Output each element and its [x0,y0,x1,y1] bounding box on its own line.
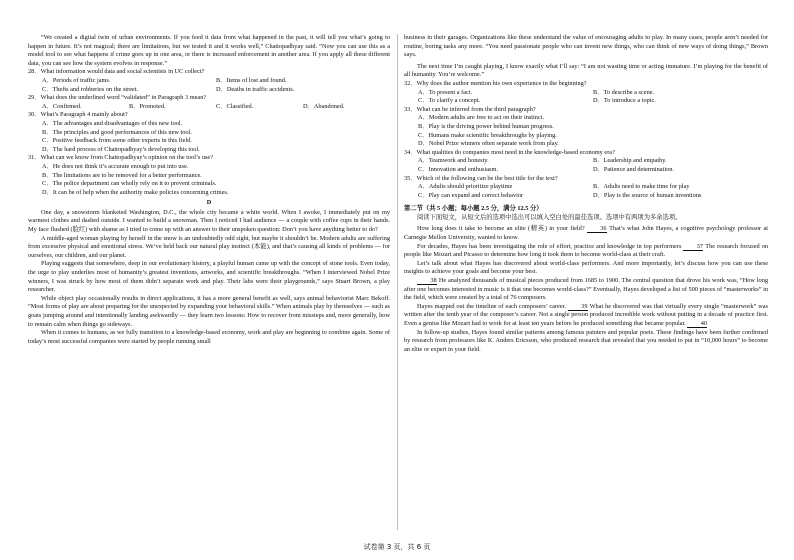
option-29d: D．Abandoned. [303,102,345,110]
option-35d: D．Play is the source of human inventions [593,191,702,199]
question-28-options-row-2 [42,86,390,95]
option-34a: A．Teamwork and honesty. [418,157,489,165]
blank-39[interactable]: 39 [568,303,588,311]
option-32b: B．To describe a scene. [593,88,655,96]
seven-choice-paragraph-2 [404,243,768,260]
question-33: 33．What can be inferred from the third paragraph? [404,105,536,113]
paragraph-5-text-b: What he discovered was that virtually every single “masterwork” was written after the tenth year of the composer’s career. Not a single person produced incredible work without putting in a decade of practice first. Even a genius like Mozart had to work for at least ten years before he produced something that became popular. [404,302,768,327]
paragraph-1-text-b: That’s what John Hayes, a cognitive psychology professor at Carnegie Mellon University, wanted to know. [404,225,768,242]
question-29-options [42,103,390,112]
paragraph-5-text-a: Hayes mapped out the timeline of each composers’ career. [417,302,568,310]
passage-d-paragraph-3: Playing suggests that somewhere, deep in our evolutionary history, a playful human came up with the concept of stone tools. Even today, the urge to play underlies most of humanity’s greatest inventions, artworks, and scientific breakthroughs. “When I interviewed Nobel Prize winners, I was struck by how most of them didn’t separate work and play. Their labs were their playgrounds,” says Stuart Brown, a play researcher. [28,260,390,294]
option-35a: A．Adults should prioritize playtime [418,183,513,191]
option-32c: C．To clarify a concept. [418,97,481,105]
option-33d: D．Nobel Prize winners often separate work from play. [418,140,559,148]
seven-choice-paragraph-4 [404,277,768,303]
option-31a: A．He does not think it’s accurate enough to put into use. [42,162,189,170]
blank-40[interactable]: 40 [687,320,707,328]
option-28d: D．Deaths in traffic accidents. [216,85,295,93]
option-33c: C．Humans make scientific breakthroughs by playing. [418,131,557,139]
passage-d-paragraph-4: While object play occasionally results in direct applications, it has a more general benefit as well, says animal behaviorist Marc Bekoff. “Most forms of play are about preparing for the unexpected by expanding your behavioral skills.” When animals play by themselves — such as goats jumping around and intentionally landing awkwardly — they learn two lessons: How to recover from missteps and, more generally, how to remain calm when things go sideways. [28,294,390,328]
blank-37[interactable]: 37 [683,243,703,251]
option-34d: D．Patience and determination. [593,165,674,173]
passage-d-heading: D [206,199,212,207]
option-34b: B．Leadership and empathy. [593,157,667,165]
passage-d-paragraph-5: When it comes to humans, as we fully transition to a knowledge-based economy, work and play are beginning to combine again. Some of today’s most successful companies were started by people running small [28,329,390,345]
seven-choice-paragraph-1 [404,225,768,242]
question-35: 35．Which of the following can be the best title for the text? [404,174,558,182]
question-32-options-row-1 [418,89,768,98]
question-34-options-row-2 [418,166,768,175]
option-28a: A．Periods of traffic jams. [42,76,111,84]
option-28b: B．Items of lost and found. [216,76,287,84]
option-31d: D．It can be of help when the authority make policies concerning crimes. [42,188,229,196]
option-32d: D．To introduce a topic. [593,97,656,105]
paragraph-2-text-a: For decades, Hayes has been investigating the role of effort, practice and knowledge in top performers [417,242,684,250]
section-2-title: 第二节（共 5 小题；每小题 2.5 分，满分 12.5 分） [404,205,543,213]
option-33b: B．Play is the driving power behind human progress. [418,122,554,130]
option-34c: C．Innovation and enthusiasm. [418,165,498,173]
seven-choice-paragraph-5 [404,303,768,329]
question-31: 31．What can we know from Chattopadhyay’s opinion on the tool’s use? [28,154,214,162]
paragraph-1-text-a: How long does it take to become an elite (精英) in your field? [417,225,587,233]
passage-d-paragraph-6: The next time I’m caught playing, I know exactly what I’ll say: “I am not wasting time or acting immature. I’m playing for the benefit of all humanity. You’re welcome.” [404,62,768,79]
question-29: 29．What does the underlined word “validated” in Paragraph 3 mean? [28,94,207,102]
passage-c-closing-paragraph: “We created a digital twin of urban environments. If you feed it data from what happened in the past, it will tell you what’s going to happen in future. It’s not magical; there are limitations, but we tested it and it works well,” Chattopadhyay said. “Now you can use this as a model tool to see what happens if crime goes up in one area, or there is increased enforcement in another area. If you apply all these different data, you can see how the system evolves in response.” [28,34,390,67]
option-35b: B．Adults need to make time for play [593,183,690,191]
question-28: 28．What information would data and social scientists in UC collect? [28,68,205,76]
question-34-options-row-1 [418,157,768,166]
option-30d: D．The hard process of Chattopadhyay’s developing this tool. [42,145,200,153]
paragraph-4-text: He analyzed thousands of musical pieces produced from 1685 to 1900. The central question that drove his work was, “How long after one becomes interested in music is it that one becomes world-class?” Eventually, Hayes developed a list of 500 pieces of “masterworks” in the field, which were created by a total of 76 composers. [404,277,768,302]
section-2-instructions: 阅读下面短文，从短文后的选项中选出可以填入空白处的最佳选项。选项中有两项为多余选项。 [417,213,682,221]
blank-38[interactable]: 38 [417,277,437,285]
option-30b: B．The principles and good performances of this new tool. [42,128,192,136]
option-30c: C．Positive feedback from some other experts in this field. [42,137,192,145]
blank-36[interactable]: 36 [587,225,607,233]
question-35-options-row-1 [418,183,768,192]
left-column [28,34,390,534]
question-32-options-row-2 [418,97,768,106]
question-32: 32．Why does the author mention his own experience in the beginning? [404,79,587,87]
page-footer: 试卷第 3 页，共 6 页 [363,543,431,551]
option-33a: A．Modern adults are free to act on their instinct. [418,114,545,122]
option-29c: C．Classified. [216,102,254,110]
question-28-options-row-1 [42,77,390,86]
question-35-options-row-2 [418,192,768,201]
passage-d-paragraph-1: One day, a snowstorm blanketed Washington, D.C., the whole city became a white world. When I awoke, I immediately put on my warmest clothes and dashed outside. I wanted to build a snowman. Then I noticed I had audience — a couple with coffee cups in their hands. My face flushed (脸红) with shame as I tried to come up with an answer to their unspoken question: Don’t you have anything better to do? [28,208,390,234]
seven-choice-paragraph-6: In follow-up studies, Hayes found similar patterns among famous painters and popular poets. These findings have been further confirmed by research from professors like K. Anders Ericsson, who produced research that revealed that you needed to put in “10,000 hours” to become an elite or expert in your field. [404,328,768,353]
option-35c: C．Play can expand and correct behavior [418,191,524,199]
column-divider [397,34,398,530]
passage-d-paragraph-2: A middle-aged woman playing by herself in the snow is an undoubtedly odd sight, but maybe it shouldn’t be. Modern adults are suffering from excessive physical and emotional stress. We’ve held back our natural play instinct (本能), and that’s causing all kinds of problems — for ourselves, our children, and our planet. [28,234,390,259]
option-29b: B．Promoted. [129,102,166,110]
option-30a: A．The advantages and disadvantages of this new tool. [42,119,183,127]
option-28c: C．Thefts and robberies on the street. [42,85,139,93]
question-30: 30．What’s Paragraph 4 mainly about? [28,111,128,119]
seven-choice-paragraph-3: Let’s talk about what Hayes has discovered about world-class performers. And more importantly, let’s discuss how you can use these insights to achieve your goals and become your best. [404,259,768,276]
question-34: 34．What qualities do companies most need in the knowledge-based economy era? [404,148,615,156]
option-32a: A．To present a fact. [418,88,473,96]
option-31b: B．The limitations are to be removed for a better performance. [42,171,202,179]
passage-d-paragraph-5-continued: business in their garages. Organizations like these understand the value of encouraging adults to play. In many cases, people aren’t needed for routine, boring tasks any more. “You need passionate people who can invent new things, who can think of new ways of doing things,” Brown says. [404,34,768,59]
option-31c: C．The police department can wholly rely on it to prevent criminals. [42,180,217,188]
right-column [404,34,768,534]
option-29a: A．Confirmed. [42,102,82,110]
paragraph-2-text-b: The research focused on people like Mozart and Picasso to determine how long it took them to become world-class at their craft. [404,242,768,259]
